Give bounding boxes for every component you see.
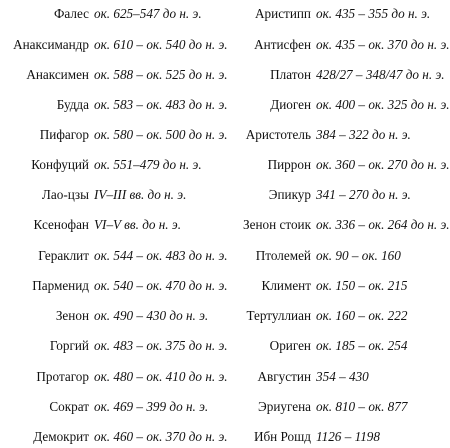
philosopher-name: Эриугена <box>258 399 311 414</box>
philosopher-dates: ок. 483 – ок. 375 до н. э. <box>94 338 228 353</box>
philosopher-name: Аристотель <box>245 127 311 142</box>
philosopher-name: Демокрит <box>33 429 89 444</box>
philosopher-dates: ок. 435 – 355 до н. э. <box>316 6 431 21</box>
philosopher-dates: ок. 480 – ок. 410 до н. э. <box>94 369 228 384</box>
philosopher-name: Протагор <box>36 369 89 384</box>
philosopher-name: Диоген <box>270 97 311 112</box>
philosopher-name: Ибн Рошд <box>253 429 311 444</box>
philosopher-dates: ок. 544 – ок. 483 до н. э. <box>94 248 228 263</box>
philosopher-name: Аристипп <box>255 6 311 21</box>
philosopher-dates: ок. 490 – 430 до н. э. <box>94 308 209 323</box>
philosopher-name: Ориген <box>269 338 311 353</box>
philosopher-name: Тертуллиан <box>246 308 311 323</box>
philosopher-name: Климент <box>261 278 311 293</box>
philosopher-dates: ок. 360 – ок. 270 до н. э. <box>316 157 450 172</box>
philosopher-dates: ок. 460 – ок. 370 до н. э. <box>94 429 228 444</box>
table-row <box>0 275 450 297</box>
philosopher-dates: ок. 400 – ок. 325 до н. э. <box>316 97 450 112</box>
philosopher-dates: ок. 583 – ок. 483 до н. э. <box>94 97 228 112</box>
philosopher-name: Ксенофан <box>33 217 89 232</box>
philosopher-dates: 428/27 – 348/47 до н. э. <box>316 67 445 82</box>
philosopher-dates: ок. 336 – ок. 264 до н. э. <box>316 217 450 232</box>
philosopher-dates: ок. 150 – ок. 215 <box>316 278 408 293</box>
table-row <box>0 184 450 206</box>
philosopher-name: Фалес <box>53 6 89 21</box>
philosopher-dates: ок. 625–547 до н. э. <box>94 6 202 21</box>
philosopher-dates: ок. 185 – ок. 254 <box>316 338 408 353</box>
philosopher-name: Анаксимандр <box>13 37 89 52</box>
philosopher-dates: 384 – 322 до н. э. <box>316 127 411 142</box>
philosopher-name: Конфуций <box>31 157 89 172</box>
table-row <box>0 124 450 146</box>
philosopher-dates: 1126 – 1198 <box>316 429 380 444</box>
philosopher-name: Пифагор <box>39 127 89 142</box>
philosopher-dates: ок. 160 – ок. 222 <box>316 308 408 323</box>
philosopher-name: Гераклит <box>38 248 89 263</box>
philosopher-name: Августин <box>257 369 311 384</box>
table-row <box>0 305 450 327</box>
table-row <box>0 426 450 448</box>
philosopher-dates: ок. 90 – ок. 160 <box>316 248 401 263</box>
philosopher-name: Горгий <box>49 338 89 353</box>
philosopher-dates: 354 – 430 <box>316 369 369 384</box>
philosopher-name: Эпикур <box>268 187 311 202</box>
philosopher-dates: ок. 580 – ок. 500 до н. э. <box>94 127 228 142</box>
table-row <box>0 214 450 236</box>
philosopher-dates: VI–V вв. до н. э. <box>94 217 182 232</box>
table-row <box>0 396 450 418</box>
philosopher-dates: ок. 588 – ок. 525 до н. э. <box>94 67 228 82</box>
philosopher-name: Сократ <box>49 399 89 414</box>
table-row <box>0 366 450 388</box>
philosopher-dates: IV–III вв. до н. э. <box>94 187 187 202</box>
philosopher-dates: ок. 610 – ок. 540 до н. э. <box>94 37 228 52</box>
philosopher-name: Будда <box>56 97 89 112</box>
philosopher-dates: ок. 810 – ок. 877 <box>316 399 408 414</box>
philosopher-dates: ок. 540 – ок. 470 до н. э. <box>94 278 228 293</box>
philosopher-name: Лао-цзы <box>41 187 89 202</box>
table-row <box>0 335 450 357</box>
table-row <box>0 94 450 116</box>
table-row <box>0 154 450 176</box>
philosopher-name: Антисфен <box>254 37 311 52</box>
philosopher-name: Платон <box>270 67 311 82</box>
philosopher-name: Анаксимен <box>26 67 89 82</box>
philosopher-name: Парменид <box>32 278 89 293</box>
philosopher-name: Пиррон <box>267 157 311 172</box>
table-row <box>0 64 450 86</box>
philosopher-name: Зенон <box>55 308 89 323</box>
philosopher-dates: ок. 469 – 399 до н. э. <box>94 399 209 414</box>
philosopher-dates: ок. 435 – ок. 370 до н. э. <box>316 37 450 52</box>
philosopher-name: Зенон стоик <box>243 217 311 232</box>
philosopher-dates: ок. 551–479 до н. э. <box>94 157 202 172</box>
philosopher-dates: 341 – 270 до н. э. <box>316 187 411 202</box>
table-row <box>0 34 450 56</box>
philosopher-name: Птолемей <box>255 248 311 263</box>
table-row <box>0 3 450 25</box>
table-row <box>0 245 450 267</box>
